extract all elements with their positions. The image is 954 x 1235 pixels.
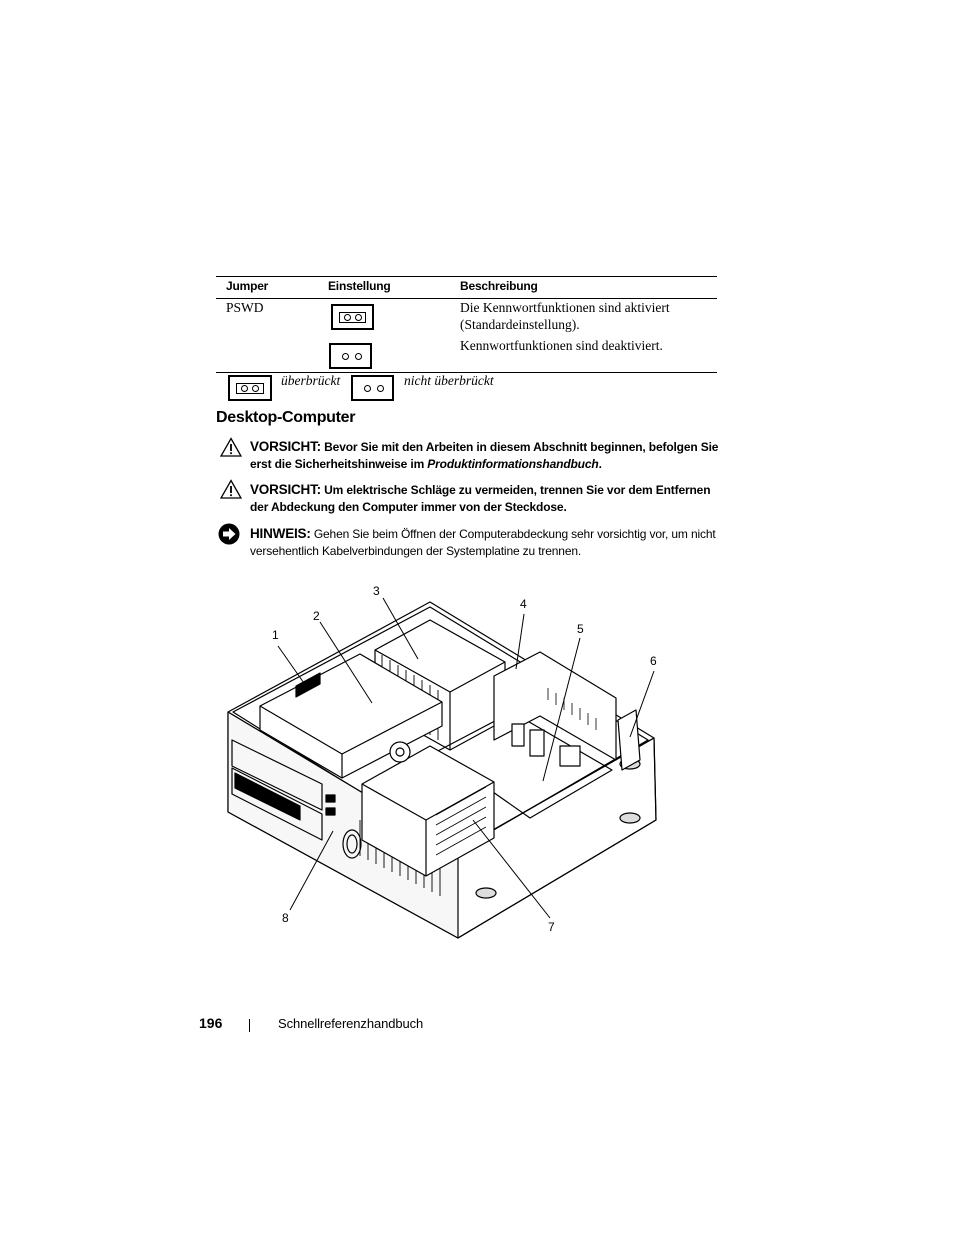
caution-text-1-end: . — [598, 457, 602, 471]
notice-label: HINWEIS: — [250, 526, 311, 541]
table-cell-description-disabled: Kennwortfunktionen sind deaktiviert. — [460, 338, 663, 353]
caution-label-1: VORSICHT: — [250, 439, 321, 454]
table-header-description: Beschreibung — [460, 279, 538, 293]
caution-text-1: Bevor Sie mit den Arbeiten in diesem Abschnitt beginnen, befolgen Sie erst die Sicherheitshinweise im — [250, 440, 719, 471]
caution-label-2: VORSICHT: — [250, 482, 321, 497]
caution-emphasis-1: Produktinformationshandbuch — [427, 457, 599, 471]
footer-title: Schnellreferenzhandbuch — [278, 1016, 424, 1031]
callout-7: 7 — [548, 920, 555, 934]
callout-3: 3 — [373, 584, 380, 598]
callout-2: 2 — [313, 609, 320, 623]
legend-not-bridged-label: nicht überbrückt — [404, 373, 494, 388]
callout-6: 6 — [650, 654, 657, 668]
callout-1: 1 — [272, 628, 279, 642]
notice-text: Gehen Sie beim Öffnen der Computerabdeckung sehr vorsichtig vor, um nicht versehentlich Kabelverbindungen der Systemplatine zu trennen. — [250, 527, 716, 558]
legend-bridged-label: überbrückt — [281, 373, 341, 388]
footer-separator — [249, 1019, 250, 1032]
section-title: Desktop-Computer — [216, 409, 356, 426]
table-cell-jumper: PSWD — [226, 300, 264, 315]
page-number: 196 — [199, 1015, 223, 1031]
table-header-jumper: Jumper — [226, 279, 269, 293]
callout-4: 4 — [520, 597, 527, 611]
table-header-setting: Einstellung — [328, 279, 391, 293]
table-cell-description-enabled: Die Kennwortfunktionen sind aktiviert (Standardeinstellung). — [460, 300, 670, 332]
callout-8: 8 — [282, 911, 289, 925]
callout-5: 5 — [577, 622, 584, 636]
caution-text-2: Um elektrische Schläge zu vermeiden, trennen Sie vor dem Entfernen der Abdeckung den Computer immer von der Steckdose. — [250, 483, 711, 514]
